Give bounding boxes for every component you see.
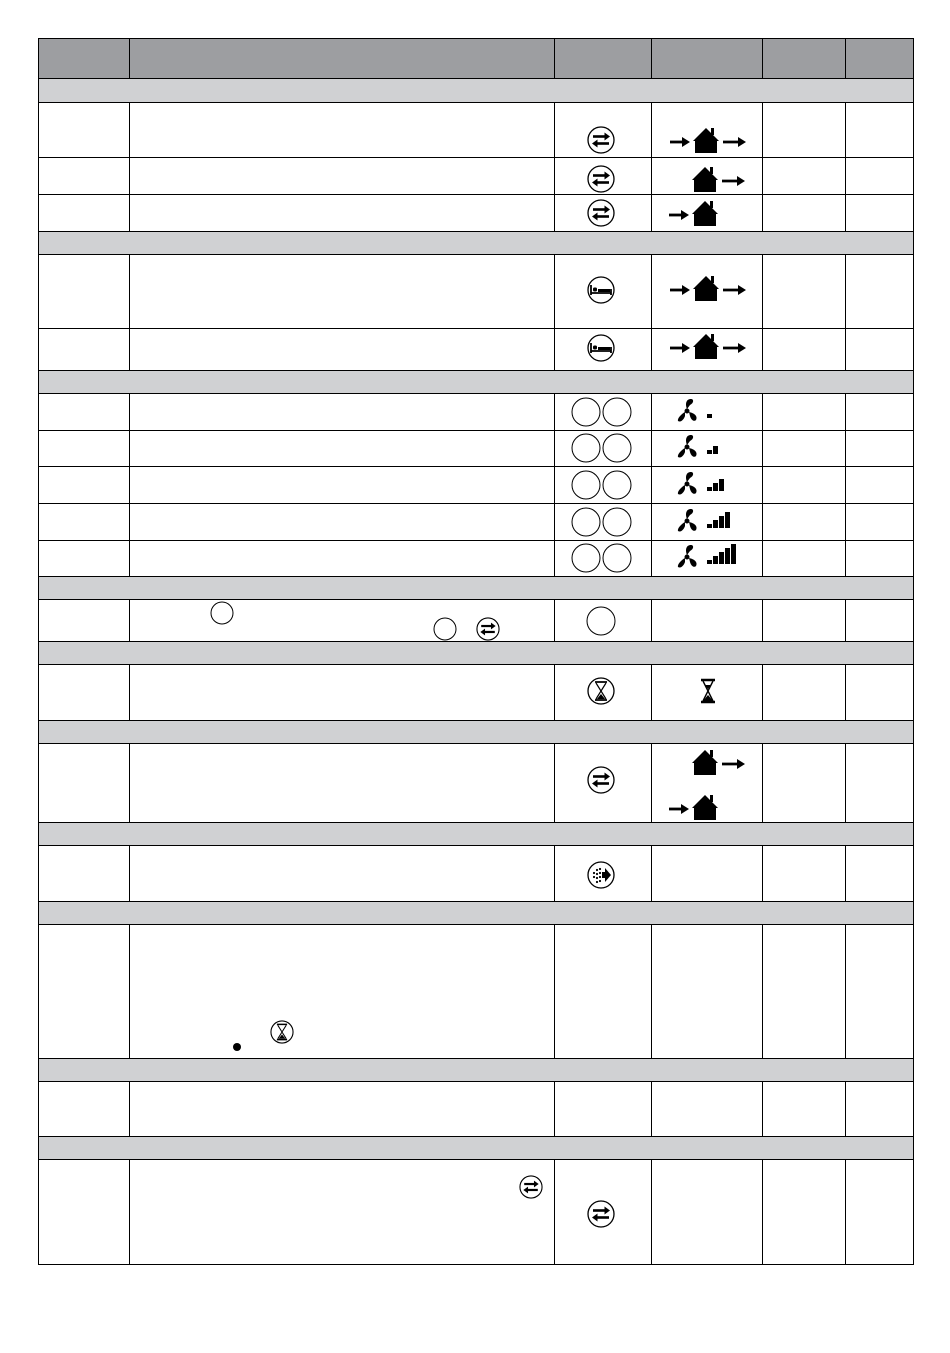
swap-arrows-button-icon xyxy=(477,618,499,640)
circle-button-icon xyxy=(434,618,456,640)
speed-bar xyxy=(713,520,718,528)
filter-arrow-button-icon xyxy=(588,862,614,888)
fan-speed-icon xyxy=(678,399,712,422)
speed-bar xyxy=(719,516,724,528)
section-header xyxy=(38,370,914,393)
table-header xyxy=(38,38,914,78)
speed-bar xyxy=(725,512,730,528)
hourglass-button-icon xyxy=(588,678,614,704)
speed-bars-icon xyxy=(707,544,736,564)
fan-icon xyxy=(678,545,697,568)
fan-icon xyxy=(678,399,697,422)
section-header xyxy=(38,641,914,664)
section-header xyxy=(38,822,914,845)
house-in-arrow-icon xyxy=(669,795,718,820)
fan-speed-icon xyxy=(678,544,736,568)
fan-icon xyxy=(678,435,697,458)
section-header xyxy=(38,231,914,254)
swap-arrows-button-icon xyxy=(588,1201,614,1227)
swap-arrows-button-icon xyxy=(520,1176,542,1198)
section-header xyxy=(38,576,914,599)
double-circle-buttons-icon xyxy=(572,544,631,572)
speed-bar xyxy=(719,552,724,564)
fan-icon xyxy=(678,509,697,532)
swap-arrows-button-icon xyxy=(588,767,614,793)
speed-bars-icon xyxy=(707,446,718,454)
speed-bars-icon xyxy=(707,414,712,418)
speed-bar xyxy=(707,560,712,564)
speed-bar xyxy=(707,414,712,418)
fan-speed-icon xyxy=(678,472,724,495)
dot-icon xyxy=(233,1043,241,1051)
speed-bars-icon xyxy=(707,479,724,491)
house-out-arrow-icon xyxy=(692,750,745,775)
hourglass-icon xyxy=(701,680,715,702)
house-out-and-in-arrows-icon xyxy=(669,750,745,820)
fan-icon xyxy=(678,472,697,495)
section-headers xyxy=(38,78,914,1159)
bed-button-icon xyxy=(588,335,614,361)
house-in-out-arrows-icon xyxy=(670,276,746,301)
section-header xyxy=(38,1136,914,1159)
house-in-out-arrows-icon xyxy=(670,128,746,153)
double-circle-buttons-icon xyxy=(572,398,631,426)
speed-bar xyxy=(707,487,712,491)
section-header xyxy=(38,720,914,743)
fan-speed-icon xyxy=(678,509,730,532)
bed-button-icon xyxy=(588,277,614,303)
double-circle-buttons-icon xyxy=(572,471,631,499)
speed-bar xyxy=(713,446,718,454)
speed-bar xyxy=(725,548,730,564)
house-in-out-arrows-icon xyxy=(670,334,746,359)
house-in-arrow-icon xyxy=(669,201,718,226)
section-header xyxy=(38,78,914,102)
circle-button-icon xyxy=(587,607,615,635)
double-circle-buttons-icon xyxy=(572,508,631,536)
swap-arrows-button-icon xyxy=(588,166,614,192)
speed-bar xyxy=(707,450,712,454)
speed-bar xyxy=(713,483,718,491)
swap-arrows-button-icon xyxy=(588,200,614,226)
hourglass-button-icon xyxy=(271,1021,293,1043)
house-out-arrow-icon xyxy=(692,167,745,192)
speed-bar xyxy=(713,556,718,564)
speed-bar xyxy=(707,524,712,528)
section-header xyxy=(38,901,914,924)
swap-arrows-button-icon xyxy=(588,127,614,153)
speed-bars-icon xyxy=(707,512,730,528)
circle-button-icon xyxy=(211,602,233,624)
double-circle-buttons-icon xyxy=(572,434,631,462)
fan-speed-icon xyxy=(678,435,718,458)
section-header xyxy=(38,1058,914,1081)
speed-bar xyxy=(731,544,736,564)
speed-bar xyxy=(719,479,724,491)
